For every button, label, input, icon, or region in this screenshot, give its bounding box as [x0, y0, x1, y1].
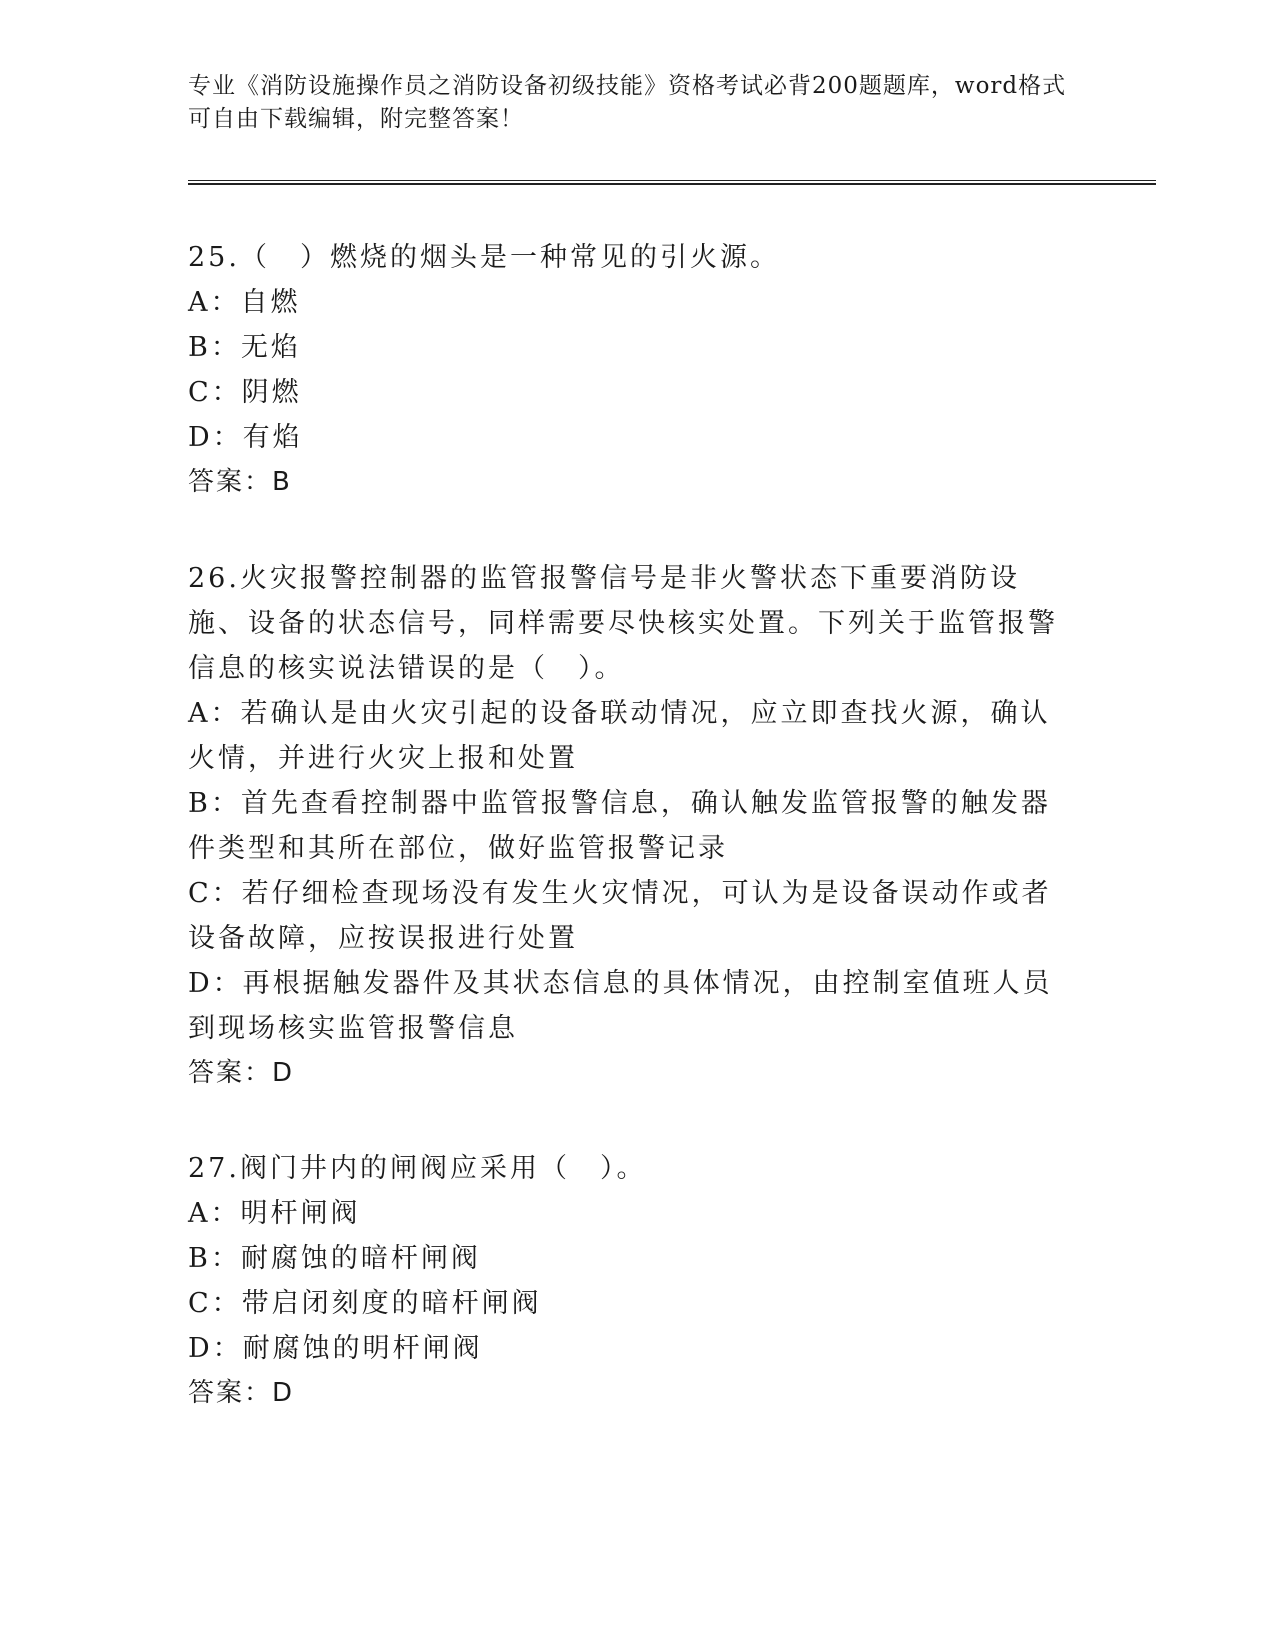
option-c: C：若仔细检查现场没有发生火灾情况，可认为是设备误动作或者设备故障，应按误报进行处置	[188, 878, 1052, 954]
question-stem: 26.火灾报警控制器的监管报警信号是非火警状态下重要消防设施、设备的状态信号，同样需要尽快核实处置。下列关于监管报警信息的核实说法错误的是（ ）。	[188, 563, 1058, 684]
option-d: D：耐腐蚀的明杆闸阀	[188, 1333, 483, 1364]
answer-line: 答案：D	[188, 1378, 295, 1408]
question-27	[188, 1146, 1068, 1416]
header-divider-thin	[188, 180, 1156, 181]
option-b: B：无焰	[188, 332, 301, 363]
question-stem: 25.（ ）燃烧的烟头是一种常见的引火源。	[188, 242, 780, 273]
document-header: 专业《消防设施操作员之消防设备初级技能》资格考试必背200题题库，word格式可自由下载编辑，附完整答案！	[188, 73, 1067, 132]
option-b: B：耐腐蚀的暗杆闸阀	[188, 1243, 481, 1274]
answer-line: 答案：B	[188, 467, 292, 497]
question-26	[188, 556, 1068, 1096]
option-c: C：带启闭刻度的暗杆闸阀	[188, 1288, 542, 1319]
option-c: C：阴燃	[188, 377, 302, 408]
option-d: D：有焰	[188, 422, 303, 453]
option-a: A：若确认是由火灾引起的设备联动情况，应立即查找火源，确认火情，并进行火灾上报和处置	[188, 698, 1051, 774]
option-d: D：再根据触发器件及其状态信息的具体情况，由控制室值班人员到现场核实监管报警信息	[188, 968, 1053, 1044]
header-divider-thick	[188, 183, 1156, 185]
option-a: A：明杆闸阀	[188, 1198, 361, 1229]
question-25	[188, 235, 1068, 505]
option-b: B：首先查看控制器中监管报警信息，确认触发监管报警的触发器件类型和其所在部位，做好监管报警记录	[188, 788, 1051, 864]
answer-line: 答案：D	[188, 1058, 295, 1088]
option-a: A：自燃	[188, 287, 301, 318]
question-stem: 27.阀门井内的闸阀应采用（ ）。	[188, 1153, 647, 1184]
